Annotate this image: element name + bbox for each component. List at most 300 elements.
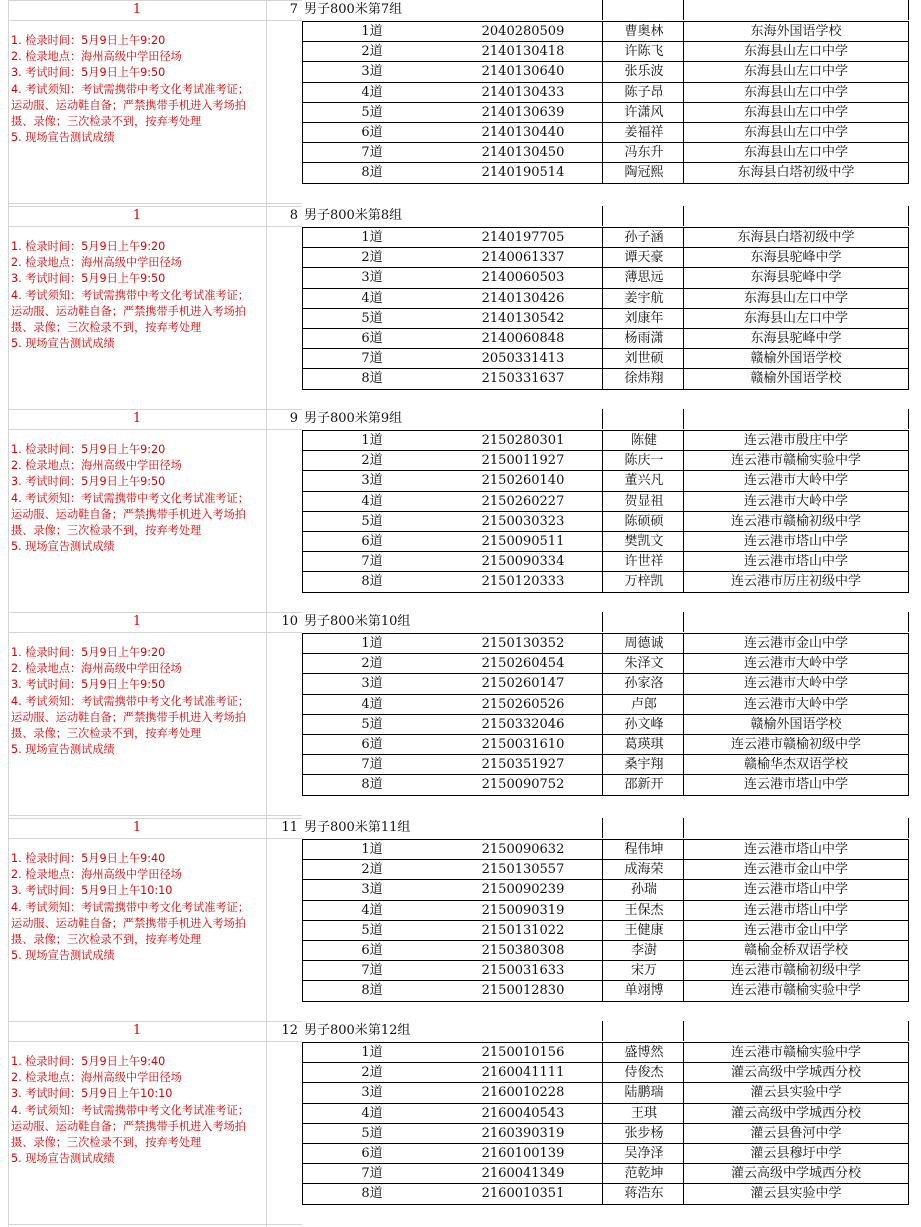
name-cell[interactable]: 桑宇翔 <box>624 757 664 773</box>
lane-cell[interactable]: 1道 <box>361 433 383 448</box>
school-cell[interactable]: 连云港市殷庄中学 <box>743 433 848 448</box>
name-cell[interactable]: 邵新开 <box>624 777 664 793</box>
school-cell[interactable]: 东海县白塔初级中学 <box>737 165 855 181</box>
group-count[interactable]: 1 <box>132 1023 142 1038</box>
school-cell[interactable]: 灌云县鲁河中学 <box>750 1125 842 1141</box>
exam-id-cell[interactable]: 2150331637 <box>481 371 565 387</box>
lane-cell[interactable]: 6道 <box>361 737 383 752</box>
table-row[interactable] <box>302 1083 908 1103</box>
table-row[interactable] <box>302 880 908 900</box>
name-cell[interactable]: 陶冠熙 <box>624 165 664 181</box>
grid-line <box>302 694 909 695</box>
table-row[interactable] <box>302 1104 908 1124</box>
table-row[interactable] <box>302 961 908 981</box>
table-row[interactable] <box>302 431 908 451</box>
school-cell[interactable]: 连云港市赣榆实验中学 <box>730 453 861 469</box>
group-count[interactable]: 1 <box>132 2 142 17</box>
table-row[interactable] <box>302 62 908 82</box>
table-row[interactable] <box>302 228 908 248</box>
name-cell[interactable]: 陈健 <box>630 433 657 448</box>
school-cell[interactable]: 灌云高级中学城西分校 <box>730 1166 861 1182</box>
lane-cell[interactable]: 2道 <box>361 44 383 60</box>
lane-cell[interactable]: 5道 <box>361 513 383 529</box>
grid-line <box>302 142 909 143</box>
table-row[interactable] <box>302 1124 908 1144</box>
school-cell[interactable]: 东海县驼峰中学 <box>750 250 842 266</box>
table-row[interactable] <box>302 654 908 674</box>
name-cell[interactable]: 杨雨潇 <box>624 331 664 346</box>
exam-notes[interactable] <box>11 1054 259 1167</box>
lane-cell[interactable]: 2道 <box>361 1065 383 1081</box>
exam-id-cell[interactable]: 2150380308 <box>481 943 565 958</box>
school-cell[interactable]: 赣榆金桥双语学校 <box>743 943 848 958</box>
lane-cell[interactable]: 1道 <box>361 842 383 857</box>
school-cell[interactable]: 东海县山左口中学 <box>743 84 848 100</box>
group-block <box>0 206 921 412</box>
school-cell[interactable]: 东海县山左口中学 <box>743 310 848 326</box>
table-row[interactable] <box>302 451 908 471</box>
table-row[interactable] <box>302 921 908 941</box>
grid-line <box>8 1224 302 1225</box>
table-row[interactable] <box>302 981 908 1001</box>
grid-line <box>302 839 909 840</box>
school-cell[interactable]: 连云港市赣榆实验中学 <box>730 1045 861 1060</box>
lane-cell[interactable]: 3道 <box>361 882 383 898</box>
grid-line <box>302 1082 909 1083</box>
exam-id-cell[interactable]: 2140130639 <box>481 104 565 120</box>
school-cell[interactable]: 东海县山左口中学 <box>743 290 848 306</box>
name-cell[interactable]: 樊凯文 <box>624 534 664 549</box>
school-cell[interactable]: 东海县驼峰中学 <box>750 331 842 346</box>
lane-cell[interactable]: 6道 <box>361 943 383 958</box>
table-row[interactable] <box>302 755 908 775</box>
exam-id-cell[interactable]: 2140130426 <box>481 290 565 306</box>
school-cell[interactable]: 连云港市赣榆初级中学 <box>730 513 861 529</box>
table-row[interactable] <box>302 840 908 860</box>
exam-id-cell[interactable]: 2150011927 <box>481 453 565 469</box>
school-cell[interactable]: 连云港市大岭中学 <box>743 473 848 489</box>
name-cell[interactable]: 蒋浩东 <box>624 1186 664 1202</box>
exam-id-cell[interactable]: 2150260140 <box>481 473 565 489</box>
exam-notes[interactable] <box>11 33 259 146</box>
grid-line <box>302 21 303 183</box>
table-row[interactable] <box>302 369 908 389</box>
school-cell[interactable]: 东海县白塔初级中学 <box>737 230 855 245</box>
name-cell[interactable]: 陆鹏瑞 <box>624 1085 664 1101</box>
lane-cell[interactable]: 6道 <box>361 1146 383 1161</box>
group-count[interactable]: 1 <box>132 614 142 629</box>
name-cell[interactable]: 张步杨 <box>624 1125 664 1141</box>
school-cell[interactable]: 灌云县实验中学 <box>750 1186 842 1202</box>
exam-id-cell[interactable]: 2160010228 <box>481 1085 565 1101</box>
grid-line <box>302 82 909 83</box>
lane-cell[interactable]: 5道 <box>361 716 383 732</box>
school-cell[interactable]: 东海县山左口中学 <box>743 125 848 140</box>
exam-id-cell[interactable]: 2150130352 <box>481 636 565 651</box>
exam-id-cell[interactable]: 2160040543 <box>481 1105 565 1121</box>
lane-cell[interactable]: 3道 <box>361 64 383 80</box>
school-cell[interactable]: 连云港市塔山中学 <box>743 882 848 898</box>
exam-id-cell[interactable]: 2150351927 <box>481 757 565 773</box>
school-cell[interactable]: 连云港市金山中学 <box>743 636 848 651</box>
school-cell[interactable]: 连云港市塔山中学 <box>743 554 848 570</box>
group-number[interactable]: 8 <box>289 208 298 223</box>
name-cell[interactable]: 孙家洛 <box>624 676 664 692</box>
lane-cell[interactable]: 6道 <box>361 331 383 346</box>
school-cell[interactable]: 连云港市金山中学 <box>743 862 848 878</box>
name-cell[interactable]: 陈庆一 <box>624 453 664 469</box>
name-cell[interactable]: 王琪 <box>630 1105 657 1121</box>
group-number[interactable]: 12 <box>281 1023 298 1038</box>
lane-cell[interactable]: 7道 <box>361 554 383 570</box>
table-row[interactable] <box>302 289 908 309</box>
lane-cell[interactable]: 6道 <box>361 125 383 140</box>
lane-cell[interactable]: 4道 <box>361 1105 383 1121</box>
school-cell[interactable]: 东海县山左口中学 <box>743 104 848 120</box>
table-row[interactable] <box>302 22 908 42</box>
lane-cell[interactable]: 7道 <box>361 145 383 161</box>
school-cell[interactable]: 东海县山左口中学 <box>743 44 848 60</box>
name-cell[interactable]: 徐炜翔 <box>624 371 664 387</box>
name-cell[interactable]: 薄思远 <box>624 270 664 286</box>
lane-cell[interactable]: 4道 <box>361 493 383 509</box>
table-row[interactable] <box>302 1063 908 1083</box>
name-cell[interactable]: 盛博然 <box>624 1045 664 1060</box>
name-cell[interactable]: 宋万 <box>630 963 657 979</box>
table-row[interactable] <box>302 572 908 592</box>
exam-id-cell[interactable]: 2150090239 <box>481 882 565 898</box>
exam-id-cell[interactable]: 2140061337 <box>481 250 565 266</box>
grid-line <box>683 0 684 20</box>
table-row[interactable] <box>302 83 908 103</box>
exam-id-cell[interactable]: 2140060503 <box>481 270 565 286</box>
exam-id-cell[interactable]: 2160390319 <box>481 1125 565 1141</box>
grid-line <box>266 0 267 206</box>
exam-id-cell[interactable]: 2150260526 <box>481 696 565 712</box>
name-cell[interactable]: 侍俊杰 <box>624 1065 664 1081</box>
name-cell[interactable]: 万梓凯 <box>624 574 664 590</box>
group-block <box>0 612 921 818</box>
table-row[interactable] <box>302 775 908 795</box>
lane-cell[interactable]: 7道 <box>361 351 383 367</box>
exam-notes[interactable] <box>11 645 259 758</box>
table-row[interactable] <box>302 268 908 288</box>
grid-line <box>8 0 302 1</box>
exam-notes[interactable] <box>11 239 259 352</box>
exam-id-cell[interactable]: 2150130557 <box>481 862 565 878</box>
name-cell[interactable]: 姜宇航 <box>624 290 664 306</box>
table-row[interactable] <box>302 1043 908 1063</box>
lane-cell[interactable]: 4道 <box>361 84 383 100</box>
lane-cell[interactable]: 3道 <box>361 473 383 489</box>
name-cell[interactable]: 许陈飞 <box>624 44 664 60</box>
grid-line <box>302 368 909 369</box>
grid-line <box>302 531 909 532</box>
group-title[interactable]: 男子800米第11组 <box>304 820 411 835</box>
exam-id-cell[interactable]: 2160010351 <box>481 1186 565 1202</box>
name-cell[interactable]: 冯东升 <box>624 145 664 161</box>
table-row[interactable] <box>302 735 908 755</box>
exam-id-cell[interactable]: 2140130418 <box>481 44 565 60</box>
group-number[interactable]: 10 <box>281 614 298 629</box>
group-number[interactable]: 9 <box>289 411 298 426</box>
school-cell[interactable]: 赣榆外国语学校 <box>750 371 842 387</box>
name-cell[interactable]: 许潇风 <box>624 104 664 120</box>
name-cell[interactable]: 王保杰 <box>624 902 664 918</box>
group-title[interactable]: 男子800米第9组 <box>304 411 403 426</box>
lane-cell[interactable]: 6道 <box>361 534 383 549</box>
school-cell[interactable]: 赣榆外国语学校 <box>750 716 842 732</box>
school-cell[interactable]: 赣榆外国语学校 <box>750 351 842 367</box>
table-row[interactable] <box>302 163 908 183</box>
name-cell[interactable]: 刘康年 <box>624 310 664 326</box>
grid-line <box>683 839 684 1001</box>
group-count[interactable]: 1 <box>132 411 142 426</box>
group-number[interactable]: 11 <box>281 820 298 835</box>
name-cell[interactable]: 周德诚 <box>624 636 664 651</box>
table-row[interactable] <box>302 695 908 715</box>
school-cell[interactable]: 灌云县穆圩中学 <box>750 1146 842 1161</box>
lane-cell[interactable]: 5道 <box>361 922 383 938</box>
exam-id-cell[interactable]: 2150030323 <box>481 513 565 529</box>
table-row[interactable] <box>302 143 908 163</box>
exam-id-cell[interactable]: 2150090632 <box>481 842 565 857</box>
table-row[interactable] <box>302 103 908 123</box>
school-cell[interactable]: 灌云县实验中学 <box>750 1085 842 1101</box>
lane-cell[interactable]: 1道 <box>361 1045 383 1060</box>
school-cell[interactable]: 连云港市塔山中学 <box>743 777 848 793</box>
school-cell[interactable]: 连云港市大岭中学 <box>743 656 848 672</box>
exam-id-cell[interactable]: 2150090752 <box>481 777 565 793</box>
name-cell[interactable]: 卢郎 <box>630 696 657 712</box>
group-title[interactable]: 男子800米第8组 <box>304 208 403 223</box>
name-cell[interactable]: 王健康 <box>624 922 664 938</box>
note-line: 2. 检录地点：海州高级中学田径场 <box>11 1071 182 1085</box>
exam-id-cell[interactable]: 2050331413 <box>481 351 565 367</box>
name-cell[interactable]: 曹奥林 <box>624 24 664 39</box>
grid-line <box>302 795 909 796</box>
exam-id-cell[interactable]: 2150090334 <box>481 554 565 570</box>
group-count[interactable]: 1 <box>132 208 142 223</box>
table-row[interactable] <box>302 552 908 572</box>
name-cell[interactable]: 程伟坤 <box>624 842 664 857</box>
school-cell[interactable]: 连云港市塔山中学 <box>743 842 848 857</box>
name-cell[interactable]: 孙子涵 <box>624 230 664 245</box>
table-row[interactable] <box>302 309 908 329</box>
table-row[interactable] <box>302 1184 908 1204</box>
school-cell[interactable]: 灌云高级中学城西分校 <box>730 1065 861 1081</box>
name-cell[interactable]: 朱泽文 <box>624 656 664 672</box>
school-cell[interactable]: 东海县驼峰中学 <box>750 270 842 286</box>
exam-notes[interactable] <box>11 851 259 964</box>
exam-id-cell[interactable]: 2150012830 <box>481 983 565 999</box>
lane-cell[interactable]: 8道 <box>361 574 383 590</box>
exam-id-cell[interactable]: 2150280301 <box>481 433 565 448</box>
exam-id-cell[interactable]: 2040280509 <box>481 24 565 39</box>
lane-cell[interactable]: 5道 <box>361 310 383 326</box>
name-cell[interactable]: 许世祥 <box>624 554 664 570</box>
lane-cell[interactable]: 1道 <box>361 636 383 651</box>
name-cell[interactable]: 单翊博 <box>624 983 664 999</box>
name-cell[interactable]: 吴净泽 <box>624 1146 664 1161</box>
group-count[interactable]: 1 <box>132 820 142 835</box>
exam-id-cell[interactable]: 2140130640 <box>481 64 565 80</box>
name-cell[interactable]: 李澍 <box>630 943 657 958</box>
exam-id-cell[interactable]: 2140197705 <box>481 230 565 245</box>
lane-cell[interactable]: 8道 <box>361 983 383 999</box>
lane-cell[interactable]: 2道 <box>361 862 383 878</box>
table-row[interactable] <box>302 715 908 735</box>
grid-line <box>302 673 909 674</box>
table-row[interactable] <box>302 532 908 552</box>
grid-line <box>8 20 302 21</box>
lane-cell[interactable]: 8道 <box>361 777 383 793</box>
name-cell[interactable]: 孙文峰 <box>624 716 664 732</box>
school-cell[interactable]: 东海县山左口中学 <box>743 145 848 161</box>
grid-line <box>683 1042 684 1204</box>
table-row[interactable] <box>302 941 908 961</box>
exam-id-cell[interactable]: 2160041349 <box>481 1166 565 1182</box>
table-row[interactable] <box>302 123 908 143</box>
grid-line <box>266 612 267 818</box>
lane-cell[interactable]: 7道 <box>361 963 383 979</box>
lane-cell[interactable]: 2道 <box>361 453 383 469</box>
exam-id-cell[interactable]: 2140130450 <box>481 145 565 161</box>
table-row[interactable] <box>302 248 908 268</box>
school-cell[interactable]: 连云港市塔山中学 <box>743 902 848 918</box>
grid-line <box>302 653 909 654</box>
name-cell[interactable]: 董兴凡 <box>624 473 664 489</box>
exam-id-cell[interactable]: 2150010156 <box>481 1045 565 1060</box>
table-row[interactable] <box>302 634 908 654</box>
school-cell[interactable]: 连云港市赣榆初级中学 <box>730 963 861 979</box>
name-cell[interactable]: 孙瑞 <box>630 882 657 898</box>
grid-line <box>302 940 909 941</box>
name-cell[interactable]: 葛瑛琪 <box>624 737 664 752</box>
name-cell[interactable]: 谭天豪 <box>624 250 664 266</box>
school-cell[interactable]: 东海县山左口中学 <box>743 64 848 80</box>
group-title[interactable]: 男子800米第7组 <box>304 2 403 17</box>
group-title[interactable]: 男子800米第10组 <box>304 614 411 629</box>
school-cell[interactable]: 赣榆华杰双语学校 <box>743 757 848 773</box>
exam-id-cell[interactable]: 2150131022 <box>481 922 565 938</box>
lane-cell[interactable]: 1道 <box>361 230 383 245</box>
table-row[interactable] <box>302 1164 908 1184</box>
grid-line <box>908 818 909 838</box>
school-cell[interactable]: 东海外国语学校 <box>750 24 842 39</box>
school-cell[interactable]: 连云港市金山中学 <box>743 922 848 938</box>
grid-line <box>908 1042 909 1204</box>
exam-id-cell[interactable]: 2150090511 <box>481 534 565 549</box>
table-row[interactable] <box>302 492 908 512</box>
note-line: 2. 检录地点：海州高级中学田径场 <box>11 256 182 270</box>
grid-line <box>683 227 684 389</box>
school-cell[interactable]: 连云港市大岭中学 <box>743 493 848 509</box>
grid-line <box>302 430 303 592</box>
name-cell[interactable]: 刘世硕 <box>624 351 664 367</box>
exam-id-cell[interactable]: 2140130433 <box>481 84 565 100</box>
exam-id-cell[interactable]: 2150332046 <box>481 716 565 732</box>
grid-line <box>683 633 684 795</box>
exam-id-cell[interactable]: 2140060848 <box>481 331 565 346</box>
table-row[interactable] <box>302 349 908 369</box>
table-row[interactable] <box>302 901 908 921</box>
lane-cell[interactable]: 2道 <box>361 656 383 672</box>
table-row[interactable] <box>302 329 908 349</box>
name-cell[interactable]: 成海荣 <box>624 862 664 878</box>
exam-id-cell[interactable]: 2140130542 <box>481 310 565 326</box>
lane-cell[interactable]: 5道 <box>361 104 383 120</box>
table-row[interactable] <box>302 1144 908 1164</box>
grid-line <box>302 267 909 268</box>
table-row[interactable] <box>302 674 908 694</box>
school-cell[interactable]: 连云港市大岭中学 <box>743 696 848 712</box>
school-cell[interactable]: 灌云高级中学城西分校 <box>730 1105 861 1121</box>
name-cell[interactable]: 陈子昂 <box>624 84 664 100</box>
lane-cell[interactable]: 2道 <box>361 250 383 266</box>
table-row[interactable] <box>302 42 908 62</box>
school-cell[interactable]: 连云港市大岭中学 <box>743 676 848 692</box>
name-cell[interactable]: 贺显祖 <box>624 493 664 509</box>
lane-cell[interactable]: 8道 <box>361 371 383 387</box>
school-cell[interactable]: 连云港市塔山中学 <box>743 534 848 549</box>
lane-cell[interactable]: 4道 <box>361 902 383 918</box>
lane-cell[interactable]: 7道 <box>361 1166 383 1182</box>
lane-cell[interactable]: 7道 <box>361 757 383 773</box>
grid-line <box>602 227 603 389</box>
note-line: 5. 现场宣告测试成绩 <box>11 131 115 145</box>
school-cell[interactable]: 连云港市厉庄初级中学 <box>730 574 861 590</box>
group-block <box>0 818 921 1024</box>
lane-cell[interactable]: 8道 <box>361 165 383 181</box>
table-row[interactable] <box>302 860 908 880</box>
exam-notes[interactable] <box>11 442 259 555</box>
lane-cell[interactable]: 8道 <box>361 1186 383 1202</box>
exam-id-cell[interactable]: 2160041111 <box>481 1065 565 1081</box>
exam-id-cell[interactable]: 2140190514 <box>481 165 565 181</box>
lane-cell[interactable]: 3道 <box>361 270 383 286</box>
group-number[interactable]: 7 <box>289 2 298 17</box>
name-cell[interactable]: 姜福祥 <box>624 125 664 140</box>
lane-cell[interactable]: 3道 <box>361 1085 383 1101</box>
table-row[interactable] <box>302 512 908 532</box>
exam-id-cell[interactable]: 2150260147 <box>481 676 565 692</box>
exam-id-cell[interactable]: 2150031633 <box>481 963 565 979</box>
lane-cell[interactable]: 5道 <box>361 1125 383 1141</box>
name-cell[interactable]: 陈硕硕 <box>624 513 664 529</box>
lane-cell[interactable]: 3道 <box>361 676 383 692</box>
exam-id-cell[interactable]: 2150120333 <box>481 574 565 590</box>
exam-id-cell[interactable]: 2150260454 <box>481 656 565 672</box>
lane-cell[interactable]: 4道 <box>361 290 383 306</box>
lane-cell[interactable]: 1道 <box>361 24 383 39</box>
grid-line <box>908 839 909 1001</box>
school-cell[interactable]: 连云港市赣榆初级中学 <box>730 737 861 752</box>
exam-id-cell[interactable]: 2140130440 <box>481 125 565 140</box>
lane-cell[interactable]: 4道 <box>361 696 383 712</box>
name-cell[interactable]: 张乐波 <box>624 64 664 80</box>
school-cell[interactable]: 连云港市赣榆实验中学 <box>730 983 861 999</box>
grid-line <box>8 203 302 204</box>
exam-id-cell[interactable]: 2150260227 <box>481 493 565 509</box>
note-line: 4. 考试须知：考试需携带中考文化考试准考证；运动服、运动鞋自备；严禁携带手机进入考场拍摄、录像；三次检录不到，按弃考处理 <box>11 1103 249 1150</box>
exam-id-cell[interactable]: 2150031610 <box>481 737 565 752</box>
exam-id-cell[interactable]: 2150090319 <box>481 902 565 918</box>
name-cell[interactable]: 范乾坤 <box>624 1166 664 1182</box>
exam-id-cell[interactable]: 2160100139 <box>481 1146 565 1161</box>
table-row[interactable] <box>302 471 908 491</box>
group-title[interactable]: 男子800米第12组 <box>304 1023 411 1038</box>
